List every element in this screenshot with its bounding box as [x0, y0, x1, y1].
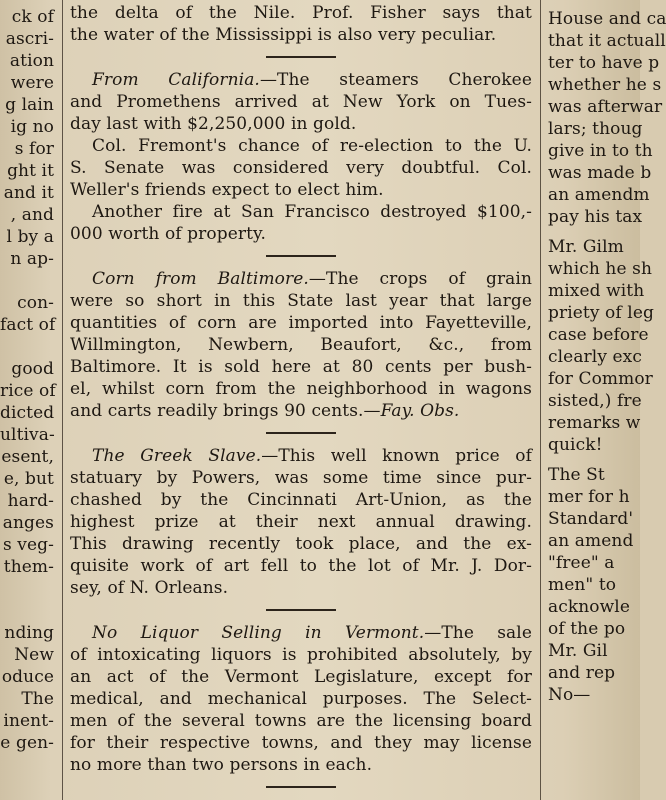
- section-separator: [266, 786, 336, 788]
- intro-line: the water of the Mississippi is also very peculiar.: [70, 25, 497, 45]
- column-rule-right: [540, 0, 541, 800]
- article-heading: Corn from Baltimore.: [92, 269, 309, 289]
- right-line: Standard': [548, 509, 634, 529]
- article-line: and carts readily brings 90 cents.—Fay. Obs.: [70, 401, 460, 421]
- section-separator: [266, 609, 336, 611]
- left-line: l by a: [6, 227, 54, 247]
- right-line: and rep: [548, 663, 616, 683]
- right-line: was made b: [548, 163, 652, 183]
- right-line: pay his tax: [548, 207, 643, 227]
- left-line: oduce: [1, 667, 54, 687]
- article-line: 000 worth of property.: [70, 224, 266, 244]
- article-line: an act of the Vermont Legislature, except for: [70, 667, 532, 687]
- article-line: of intoxicating liquors is prohibited absolutely, by: [70, 645, 532, 665]
- article-line: This drawing recently took place, and the ex-: [70, 534, 532, 554]
- left-line: New: [14, 645, 54, 665]
- left-line: inent-: [3, 711, 54, 731]
- article-line: sey, of N. Orleans.: [70, 578, 229, 598]
- left-line: esent,: [1, 447, 54, 467]
- right-column: [548, 0, 666, 800]
- left-line: nding: [4, 623, 54, 643]
- article-line: and Promethens arrived at New York on Tues-: [70, 92, 532, 112]
- article-line: chashed by the Cincinnati Art-Union, as the: [70, 490, 532, 510]
- article-line: medical, and mechanical purposes. The Select-: [70, 689, 532, 709]
- right-line: quick!: [548, 435, 603, 455]
- right-line: remarks w: [548, 413, 641, 433]
- right-line: that it actuall: [548, 31, 666, 51]
- left-line: [0, 578, 56, 600]
- right-line: Mr. Gil: [548, 641, 608, 661]
- left-line: and it: [3, 183, 54, 203]
- right-line: clearly exc: [548, 347, 642, 367]
- left-line: ascri-: [5, 29, 54, 49]
- left-line: n ap-: [10, 249, 54, 269]
- left-line: , and: [10, 205, 54, 225]
- article-line: Another fire at San Francisco destroyed $100,-: [92, 202, 532, 222]
- article-heading: The Greek Slave.: [92, 446, 262, 466]
- left-column: [0, 0, 56, 800]
- right-line: lars; thoug: [548, 119, 643, 139]
- article-line: From California.—The steamers Cherokee: [92, 70, 532, 90]
- right-line: give in to th: [548, 141, 653, 161]
- right-line: The St: [548, 465, 605, 485]
- left-line: ght it: [7, 161, 54, 181]
- main-column: [70, 0, 532, 800]
- article-line: el, whilst corn from the neighborhood in wagons: [70, 379, 532, 399]
- left-line: ig no: [10, 117, 54, 137]
- article-heading: No Liquor Selling in Vermont.: [92, 623, 425, 643]
- right-line: an amendm: [548, 185, 650, 205]
- article-corn-from-baltimore: [70, 268, 532, 422]
- article-line: Baltimore. It is sold here at 80 cents per bush-: [70, 357, 532, 377]
- left-line: [0, 600, 56, 622]
- right-line: sisted,) fre: [548, 391, 642, 411]
- right-line: priety of leg: [548, 303, 654, 323]
- article-greek-slave: [70, 445, 532, 599]
- article-line: quisite work of art fell to the lot of Mr. J. Dor-: [70, 556, 532, 576]
- left-line: g lain: [5, 95, 54, 115]
- article-line: Weller's friends expect to elect him.: [70, 180, 384, 200]
- right-line: for Commor: [548, 369, 653, 389]
- right-line: which he sh: [548, 259, 652, 279]
- article-line: No Liquor Selling in Vermont.—The sale: [92, 623, 532, 643]
- right-line: mer for h: [548, 487, 630, 507]
- right-line: was afterwar: [548, 97, 663, 117]
- left-line: them-: [3, 557, 54, 577]
- article-line: highest prize at their next annual drawing.: [70, 512, 532, 532]
- left-line: [0, 270, 56, 292]
- right-line: No—: [548, 685, 591, 705]
- left-line: The: [21, 689, 54, 709]
- right-line: of the po: [548, 619, 626, 639]
- section-separator: [266, 56, 336, 58]
- left-line: e gen-: [0, 733, 54, 753]
- article-line: day last with $2,250,000 in gold.: [70, 114, 357, 134]
- article-line: Col. Fremont's chance of re-election to the U.: [92, 136, 532, 156]
- right-line: men" to: [548, 575, 617, 595]
- section-separator: [266, 255, 336, 257]
- article-line: The Greek Slave.—This well known price of: [92, 446, 532, 466]
- left-line: e, but: [3, 469, 54, 489]
- section-separator: [266, 432, 336, 434]
- intro-line: the delta of the Nile. Prof. Fisher says that: [70, 3, 532, 23]
- article-heading: From California.: [92, 70, 260, 90]
- article-no-liquor-vermont: [70, 622, 532, 776]
- right-line: mixed with: [548, 281, 645, 301]
- right-line: "free" a: [548, 553, 615, 573]
- left-line: con-: [17, 293, 54, 313]
- article-line: quantities of corn are imported into Fayetteville,: [70, 313, 532, 333]
- article-line: for their respective towns, and they may license: [70, 733, 532, 753]
- left-line: s for: [14, 139, 54, 159]
- left-line: [0, 336, 56, 358]
- left-line: s veg-: [2, 535, 54, 555]
- left-line: ck of: [11, 7, 54, 27]
- article-line: S. Senate was considered very doubtful. Col.: [70, 158, 532, 178]
- column-rule-left: [62, 0, 63, 800]
- article-line: Corn from Baltimore.—The crops of grain: [92, 269, 532, 289]
- article-line: were so short in this State last year that large: [70, 291, 532, 311]
- left-line: hard-: [7, 491, 54, 511]
- article-line: men of the several towns are the licensing board: [70, 711, 532, 731]
- left-line: good: [11, 359, 54, 379]
- article-line: no more than two persons in each.: [70, 755, 373, 775]
- left-line: fact of: [0, 315, 56, 335]
- right-line: whether he s: [548, 75, 662, 95]
- right-line: an amend: [548, 531, 634, 551]
- right-line: acknowle: [548, 597, 630, 617]
- left-line: dicted: [0, 403, 55, 423]
- left-line: were: [10, 73, 54, 93]
- article-from-california: [70, 69, 532, 245]
- right-line: Mr. Gilm: [548, 237, 624, 257]
- right-line: case before: [548, 325, 649, 345]
- left-line: anges: [2, 513, 54, 533]
- right-line: House and ca: [548, 9, 666, 29]
- left-line: ation: [9, 51, 54, 71]
- left-line: ultiva-: [0, 425, 55, 445]
- article-line: statuary by Powers, was some time since pur-: [70, 468, 532, 488]
- right-line: ter to have p: [548, 53, 660, 73]
- left-line: rice of: [0, 381, 56, 401]
- article-line: Willmington, Newbern, Beaufort, &c., from: [70, 335, 532, 355]
